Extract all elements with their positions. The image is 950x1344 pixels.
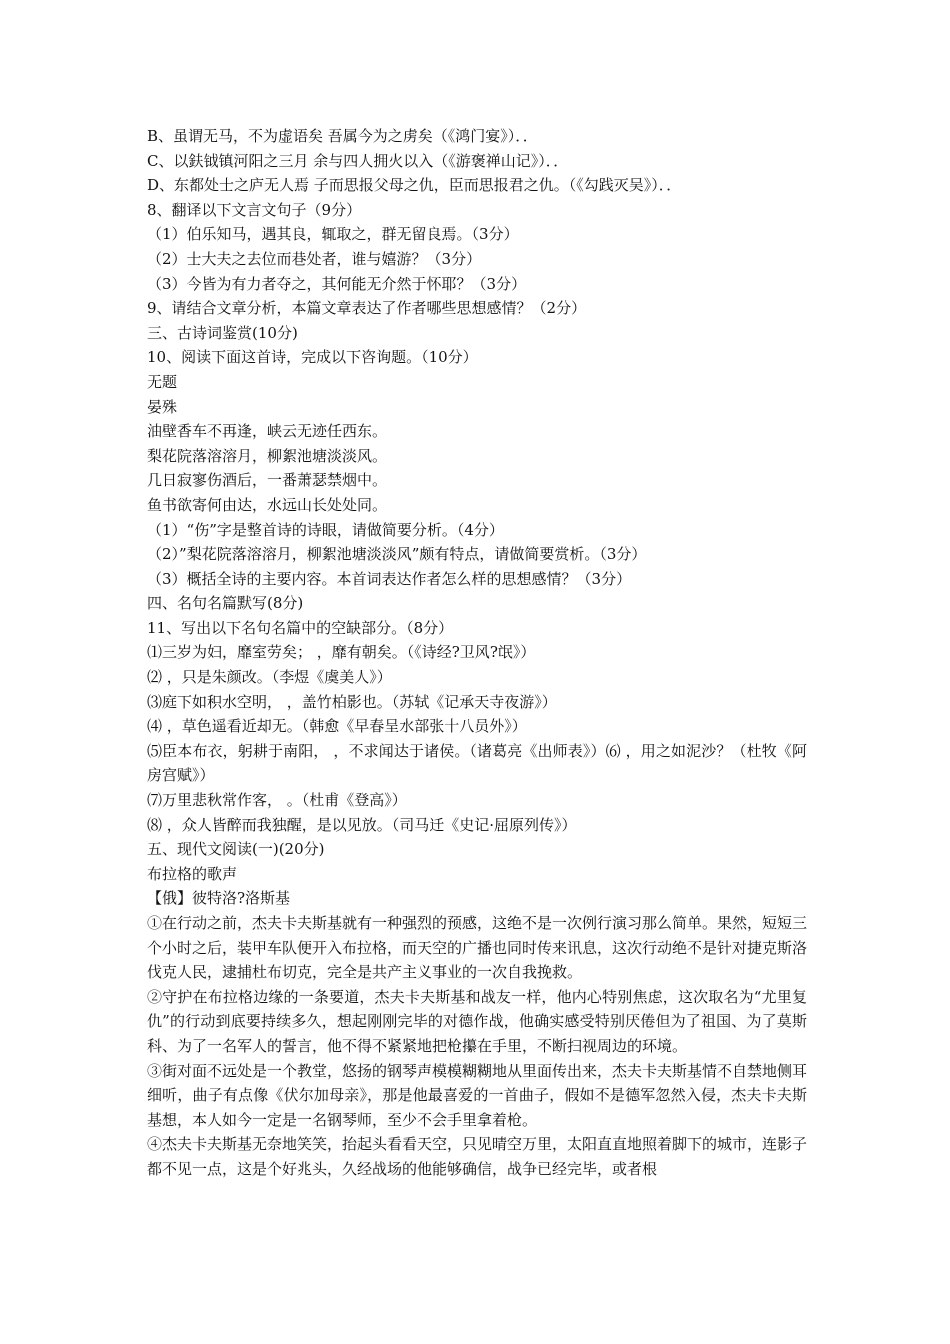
option-b: B、虽谓无马，不为虚语矣 吾属今为之虏矣（《鸿门宴》）．．	[147, 127, 538, 145]
section-5-heading: 五、现代文阅读(一)(20分)	[147, 840, 325, 859]
option-d: D、东都处士之庐无人焉 子而思报父母之仇，臣而思报君之仇。（《勾践灭吴》）．．	[147, 176, 682, 195]
question-10-part-3: （3）概括全诗的主要内容。本首词表达作者怎么样的思想感情？（3分）	[147, 569, 632, 588]
document-page	[147, 124, 807, 1182]
section-3-heading: 三、古诗词鉴赏(10分)	[147, 323, 298, 342]
poem-author: 晏殊	[147, 397, 178, 416]
article-paragraph-1: ①在行动之前，杰夫卡夫斯基就有一种强烈的预感，这绝不是一次例行演习那么简单。果然，短短三个小时之后，装甲车队便开入布拉格，而天空的广播也同时传来讯息，这次行动绝不是针对捷克斯洛伐克人民，逮捕杜布切克，完全是共产主义事业的一次自我挽救。	[147, 914, 808, 982]
question-10-part-2: （2）”梨花院落溶溶月，柳絮池塘淡淡风”颇有特点，请做简要赏析。（3分）	[147, 545, 647, 564]
recitation-2: ⑵ ，只是朱颜改。（李煜《虞美人》）	[147, 668, 392, 687]
poem-line-1: 油壁香车不再逢，峡云无迹任西东。	[147, 422, 388, 441]
article-paragraph-4: ④杰夫卡夫斯基无奈地笑笑，抬起头看看天空，只见晴空万里，太阳直直地照着脚下的城市，连影子都不见一点，这是个好兆头，久经战场的他能够确信，战争已经完毕，或者根	[147, 1135, 808, 1178]
section-4-heading: 四、名句名篇默写(8分)	[147, 594, 304, 613]
question-10-part-1: （1）“伤”字是整首诗的诗眼，请做简要分析。（4分）	[147, 520, 504, 539]
question-9: 9、请结合文章分析，本篇文章表达了作者哪些思想感情？（2分）	[147, 299, 587, 318]
question-8-part-3: （3）今皆为有力者夺之，其何能无介然于怀耶？（3分）	[147, 274, 527, 293]
poem-line-4: 鱼书欲寄何由达，水远山长处处同。	[147, 495, 388, 514]
article-title: 布拉格的歌声	[147, 864, 238, 883]
recitation-5-6: ⑸臣本布衣，躬耕于南阳， ，不求闻达于诸侯。（诸葛亮《出师表》）⑹ ，用之如泥沙？（杜牧《阿房宫赋》）	[147, 741, 807, 785]
question-11: 11、写出以下名句名篇中的空缺部分。（8分）	[147, 618, 454, 637]
question-8: 8、翻译以下文言文句子（9分）	[147, 200, 362, 219]
recitation-4: ⑷ ，草色遥看近却无。（韩愈《早春呈水部张十八员外》）	[147, 717, 527, 736]
poem-line-3: 几日寂寥伤酒后，一番萧瑟禁烟中。	[147, 471, 388, 490]
option-c: C、以鈇钺镇河阳之三月 余与四人拥火以入（《游褒禅山记》）．．	[147, 151, 569, 170]
recitation-3: ⑶庭下如积水空明， ，盖竹柏影也。（苏轼《记承天寺夜游》）	[147, 692, 557, 711]
recitation-7: ⑺万里悲秋常作客， 。（杜甫《登高》）	[147, 791, 407, 810]
question-8-part-1: （1）伯乐知马，遇其良，辄取之，群无留良焉。（3分）	[147, 225, 519, 244]
question-10: 10、阅读下面这首诗，完成以下咨询题。（10分）	[147, 348, 478, 367]
article-paragraph-2: ②守护在布拉格边缘的一条要道，杰夫卡夫斯基和战友一样，他内心特别焦虑，这次取名为“尤里复仇”的行动到底要持续多久，想起刚刚完毕的对德作战，他确实感受特别厌倦但为了祖国、为了莫斯科、为了一名军人的誓言，他不得不紧紧地把枪攥在手里，不断扫视周边的环境。	[147, 987, 807, 1055]
poem-title: 无题	[147, 372, 178, 391]
recitation-8: ⑻ ，众人皆醉而我独醒，是以见放。（司马迁《史记·屈原列传》）	[147, 815, 577, 834]
article-paragraph-3: ③街对面不远处是一个教堂，悠扬的钢琴声模模糊糊地从里面传出来，杰夫卡夫斯基情不自禁地侧耳细听，曲子有点像《伏尔加母亲》，那是他最喜爱的一首曲子，假如不是德军忽然入侵，杰夫卡夫斯基想，本人如今一定是一名钢琴师，至少不会手里拿着枪。	[147, 1061, 808, 1129]
question-8-part-2: （2）士大夫之去位而巷处者，谁与嬉游？（3分）	[147, 249, 482, 268]
recitation-1: ⑴三岁为妇，靡室劳矣； ，靡有朝矣。（《诗经?卫风?氓》）	[147, 643, 536, 662]
poem-line-2: 梨花院落溶溶月，柳絮池塘淡淡风。	[147, 446, 388, 465]
article-author: 【俄】彼特洛?洛斯基	[147, 889, 291, 908]
